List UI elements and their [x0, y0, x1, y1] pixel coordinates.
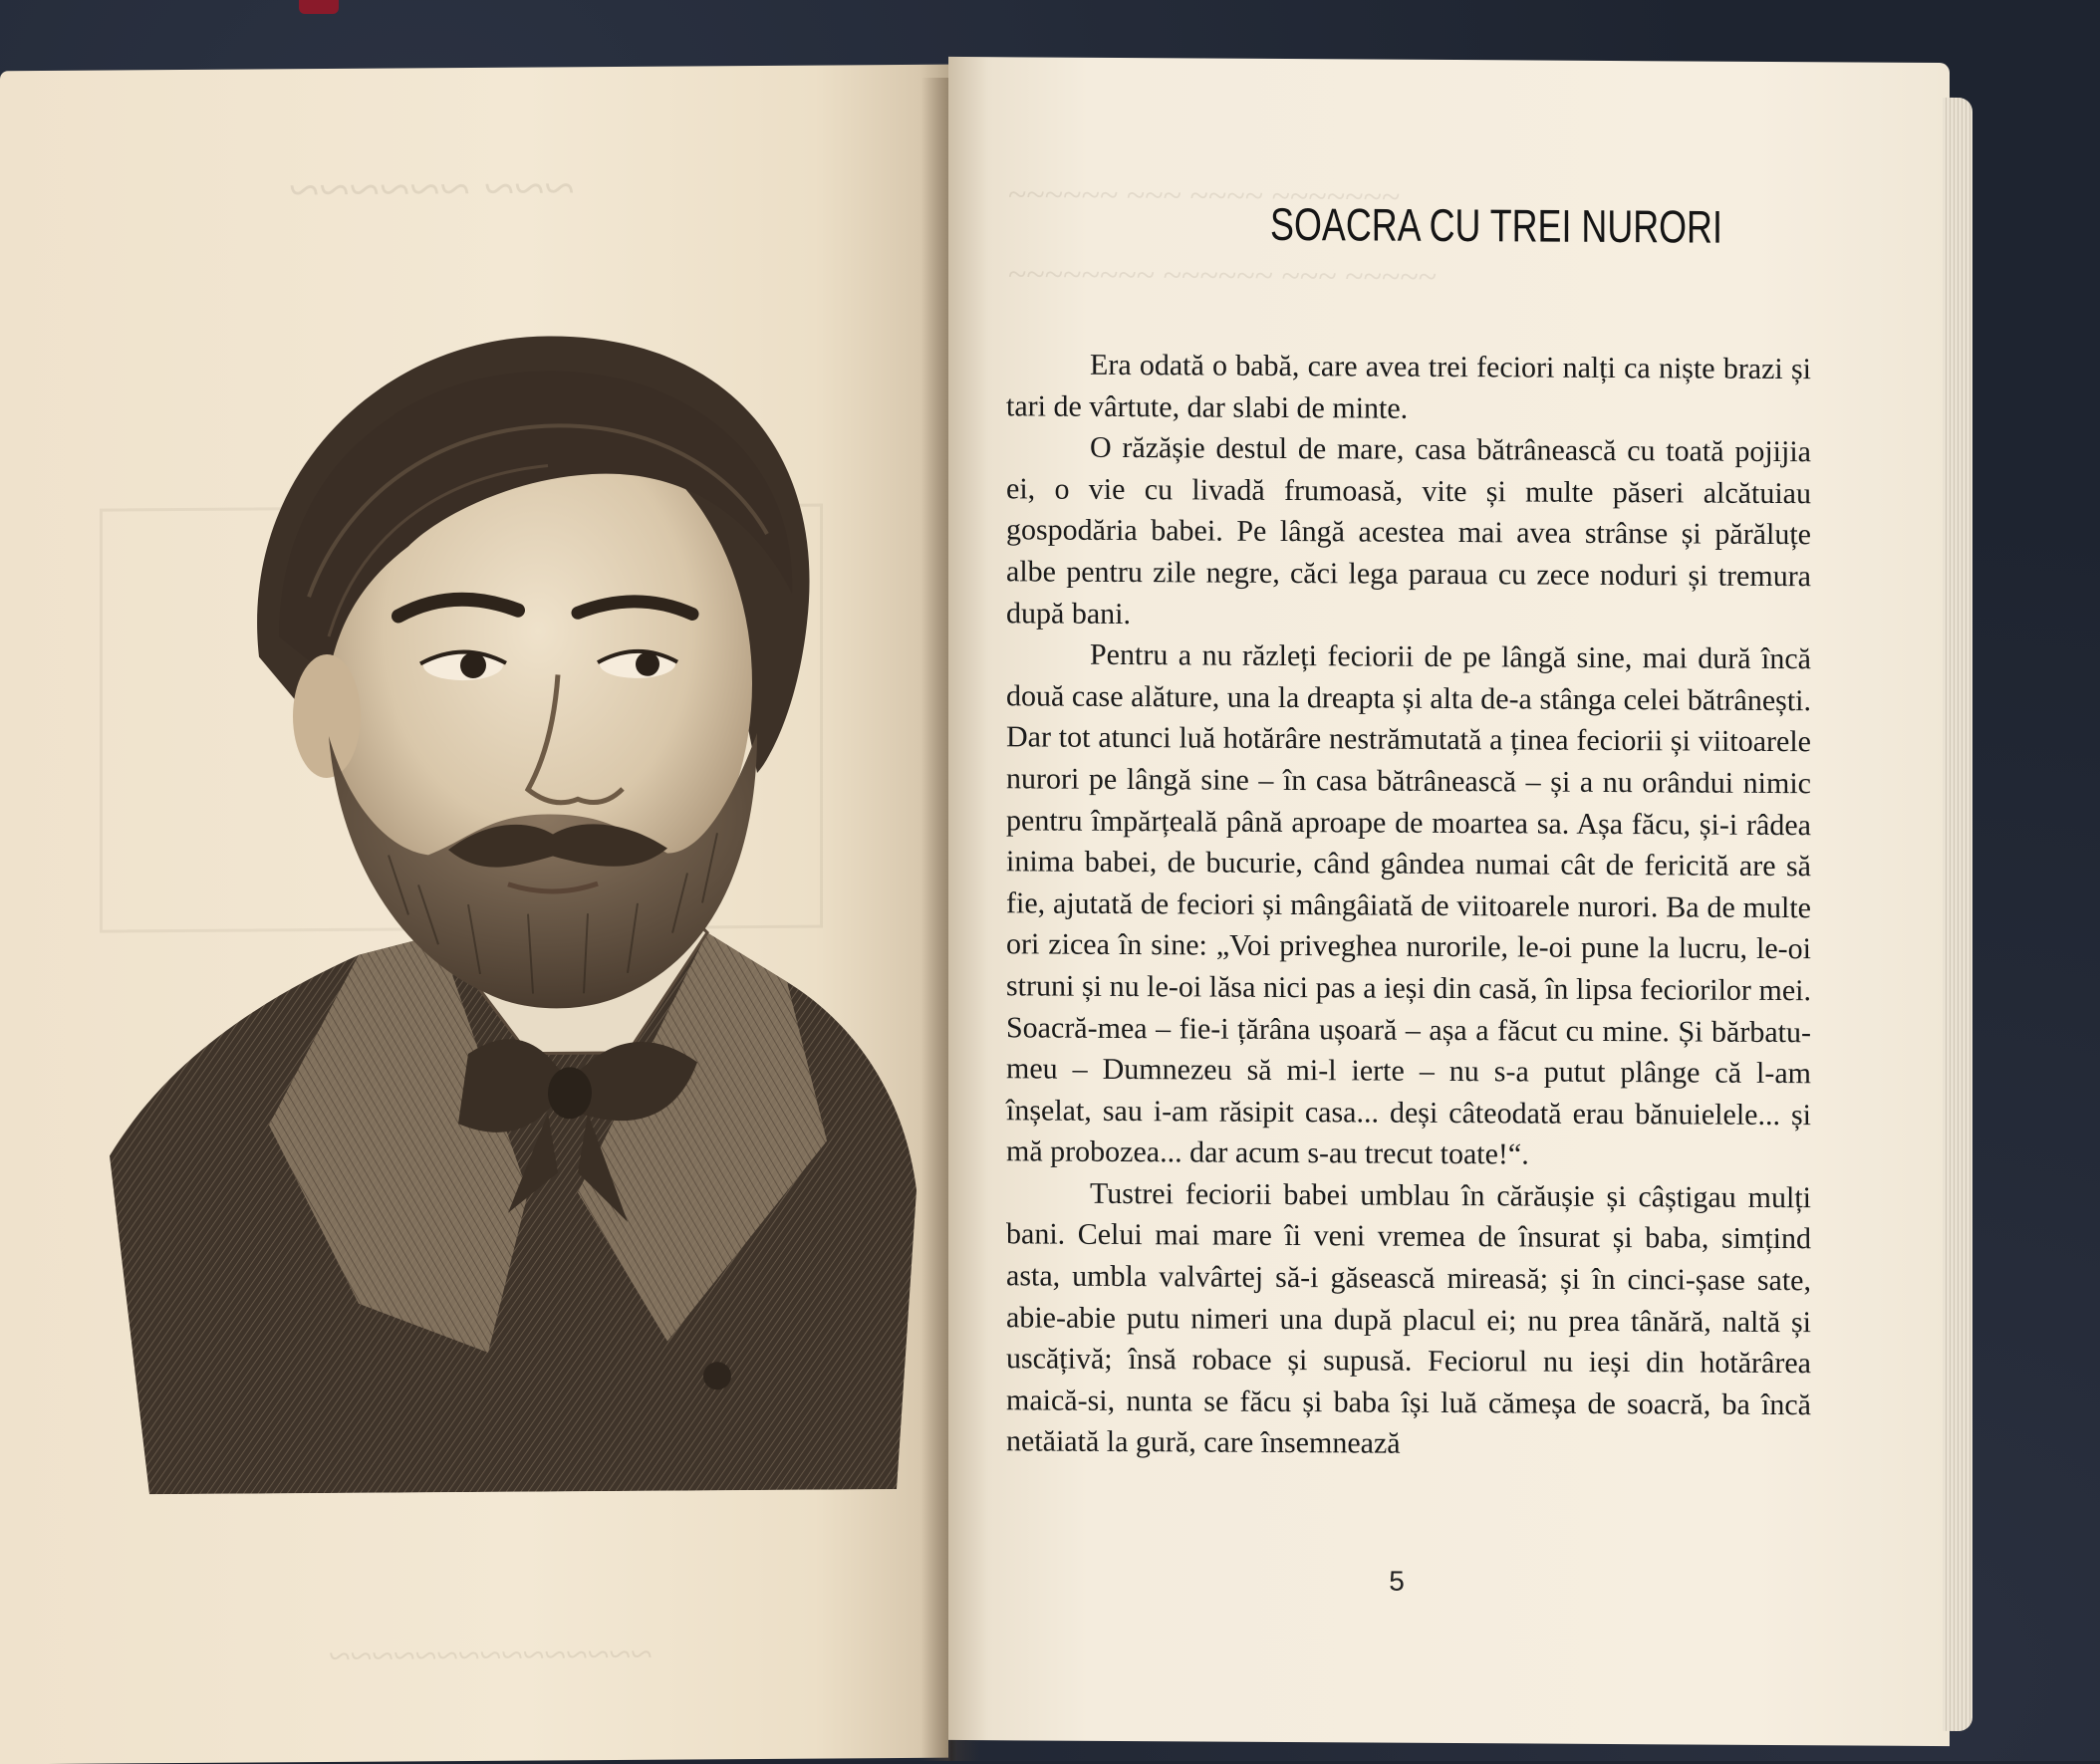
chapter-title: SOACRA CU TREI NURORI — [1270, 197, 1722, 253]
show-through-text: ~~~~~~ ~~~ ~~~~ ~~~~~~~ — [1008, 176, 1401, 216]
left-page — [0, 65, 948, 1764]
open-book — [0, 38, 1992, 1761]
page-block-edge — [1943, 98, 1972, 1731]
paragraph: Pentru a nu răzleți feciorii de pe lângă sine, mai dură încă două case alăture, una la dreapta și alta de-a stânga celei bătrânești. Dar tot atunci luă hotărâre nestrămutată a ținea feciorii și viitoarele nurori pe lângă sine – în casa bătrânească – și a nu orândui nimic pentru împărțeală până aproape de moartea sa. Așa făcu, și-i râdea inima babei, de bucurie, când gândea numai cât de fericită are să fie, ajutată de feciori și mângâiată de viitoarele nurori. Ba de multe ori zicea în sine: „Voi priveghea nurorile, le-oi pune la lucru, le-oi struni și nu le-oi lăsa nici pas a ieși din casă, în lipsa feciorilor mei. Soacră-mea – fie-i țărâna ușoară – așa a făcut cu mine. Și bărbatu-meu – Dumnezeu să mi-l ierte – nu s-a putut plânge că l-am înșelat, sau i-am răsipit casa... deși câteodată erau bănuielele... și mă probozea... dar acum s-au trecut toate!“. — [1006, 637, 1811, 1171]
page-number: 5 — [1389, 1565, 1405, 1597]
show-through-text: ~~~ ~~~~~~ — [289, 157, 575, 222]
paragraph: Tustrei feciorii babei umblau în cărăușie și câștigau mulți bani. Celui mai mare îi veni vremea de însurat și baba, simțind asta, umbla valvârtej să-i găsească mireasă; și în cinci-șase sate, abie-abie putu nimeri una după placul ei; nu prea tânără, naltă și uscățivă; însă robace și supusă. Feciorul nu ieși din hotărârea maică-si, nunta se făcu și baba își luă cămeșa de soacră, ba încă netăiată la gură, care însemnează — [1006, 1176, 1811, 1461]
story-text — [1006, 344, 1811, 1467]
show-through-text: ~~~~~~~~ ~~~~~~ ~~~ ~~~~~ — [1008, 256, 1438, 296]
paragraph: O răzășie destul de mare, casa bătrânească cu toată pojijia ei, o vie cu livadă frumoasă, vite și multe păseri alcătuiau gospodăria babei. Pe lângă acestea mai avea strânse și părăluțe albe pentru zile negre, căci lega paraua cu zece noduri și tremura după bani. — [1006, 430, 1811, 630]
paragraph: Era odată o babă, care avea trei feciori nalți ca niște brazi și tari de vârtute, dar slabi de minte. — [1006, 348, 1811, 425]
show-through-text: ~~~~~~~~~~~~~~~ — [329, 1631, 653, 1679]
right-page — [948, 57, 1950, 1746]
ribbon-bookmark — [299, 0, 339, 14]
author-portrait-illustration — [110, 294, 936, 1495]
